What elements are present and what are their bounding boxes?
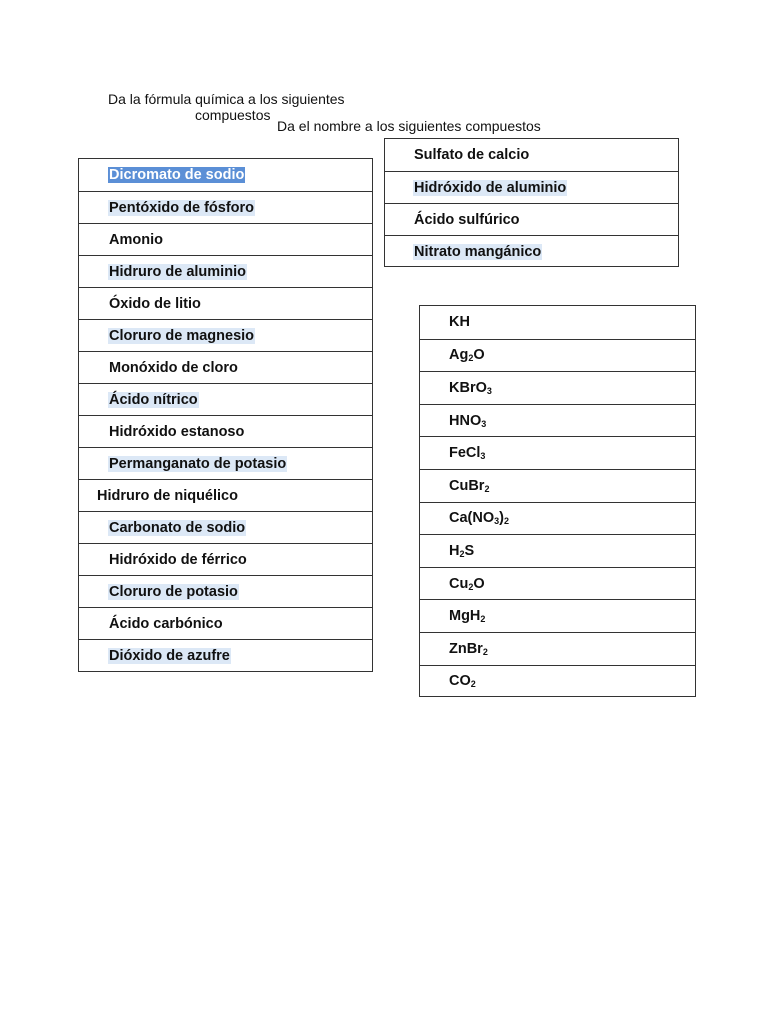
table-row[interactable] <box>420 306 695 339</box>
formula[interactable]: $H_2S$ <box>449 542 475 559</box>
table-row[interactable] <box>420 339 695 372</box>
table-row[interactable] <box>79 287 372 319</box>
formula[interactable]: KH <box>449 314 470 331</box>
formula[interactable]: $Ca(NO_3)_2$ <box>449 510 509 527</box>
table-row[interactable] <box>385 139 678 171</box>
chemical-formulas-table <box>419 305 696 697</box>
table-row[interactable] <box>420 404 695 437</box>
table-row[interactable] <box>420 371 695 404</box>
table-row[interactable] <box>420 436 695 469</box>
compound-name[interactable]: Amonio <box>109 231 163 248</box>
compound-name[interactable]: Ácido sulfúrico <box>414 211 520 228</box>
table-row[interactable] <box>420 567 695 600</box>
compound-name[interactable]: Hidróxido estanoso <box>109 423 245 440</box>
formula[interactable]: KBrO$_3$ <box>449 379 492 396</box>
table-row[interactable] <box>79 223 372 255</box>
compound-name[interactable]: Óxido de litio <box>109 295 201 312</box>
table-row[interactable] <box>385 235 678 267</box>
compound-name[interactable]: Hidruro de niquélico <box>97 487 238 504</box>
table-row[interactable] <box>79 607 372 639</box>
compound-name[interactable]: Permanganato de potasio <box>109 455 287 472</box>
table-row[interactable] <box>79 511 372 543</box>
name-instructions-heading: Da el nombre a los siguientes compuestos <box>277 118 541 134</box>
compound-name[interactable]: Cloruro de potasio <box>109 583 238 600</box>
formula[interactable]: MgH$_2$ <box>449 608 486 625</box>
formula[interactable]: $Cu_2O$ <box>449 575 485 592</box>
formula[interactable]: $Ag_2O$ <box>449 347 485 364</box>
table-row[interactable] <box>420 599 695 632</box>
table-row[interactable] <box>385 171 678 203</box>
compound-name[interactable]: Monóxido de cloro <box>109 359 238 376</box>
compound-names-table <box>78 158 373 672</box>
table-row[interactable] <box>79 383 372 415</box>
table-row[interactable] <box>79 447 372 479</box>
compound-name[interactable]: Dióxido de azufre <box>109 647 230 664</box>
formula[interactable]: $HNO_3$ <box>449 412 487 429</box>
compound-name[interactable]: Carbonato de sodio <box>109 519 246 536</box>
compound-name[interactable]: Ácido carbónico <box>109 615 223 632</box>
table-row[interactable] <box>79 319 372 351</box>
table-row[interactable] <box>79 191 372 223</box>
compound-name[interactable]: Cloruro de magnesio <box>109 327 255 344</box>
compound-name[interactable]: Hidróxido de aluminio <box>414 179 567 196</box>
compound-name[interactable]: Dicromato de sodio <box>109 167 245 183</box>
table-row[interactable] <box>79 255 372 287</box>
formula[interactable]: ZnBr$_2$ <box>449 640 488 657</box>
compound-name[interactable]: Nitrato mangánico <box>414 243 542 260</box>
compound-names-table-2 <box>384 138 679 267</box>
compound-name[interactable]: Hidruro de aluminio <box>109 263 246 280</box>
compound-name[interactable]: Pentóxido de fósforo <box>109 199 254 216</box>
table-row[interactable] <box>79 543 372 575</box>
formula[interactable]: CuBr$_2$ <box>449 477 490 494</box>
table-row[interactable] <box>420 665 695 698</box>
formula[interactable]: FeCl$_3$ <box>449 445 486 462</box>
compound-name[interactable]: Hidróxido de férrico <box>109 551 247 568</box>
compound-name[interactable]: Ácido nítrico <box>109 391 198 408</box>
table-row[interactable] <box>79 159 372 191</box>
table-row[interactable] <box>79 479 372 511</box>
formula[interactable]: $CO_2$ <box>449 673 476 690</box>
table-row[interactable] <box>420 534 695 567</box>
table-row[interactable] <box>385 203 678 235</box>
formula-heading-line1: Da la fórmula química a los siguientes <box>108 91 345 107</box>
compound-name[interactable]: Sulfato de calcio <box>414 147 530 163</box>
table-row[interactable] <box>420 502 695 535</box>
table-row[interactable] <box>79 415 372 447</box>
table-row[interactable] <box>79 639 372 671</box>
table-row[interactable] <box>420 469 695 502</box>
table-row[interactable] <box>79 351 372 383</box>
table-row[interactable] <box>420 632 695 665</box>
table-row[interactable] <box>79 575 372 607</box>
formula-heading-line2: compuestos <box>195 107 271 123</box>
